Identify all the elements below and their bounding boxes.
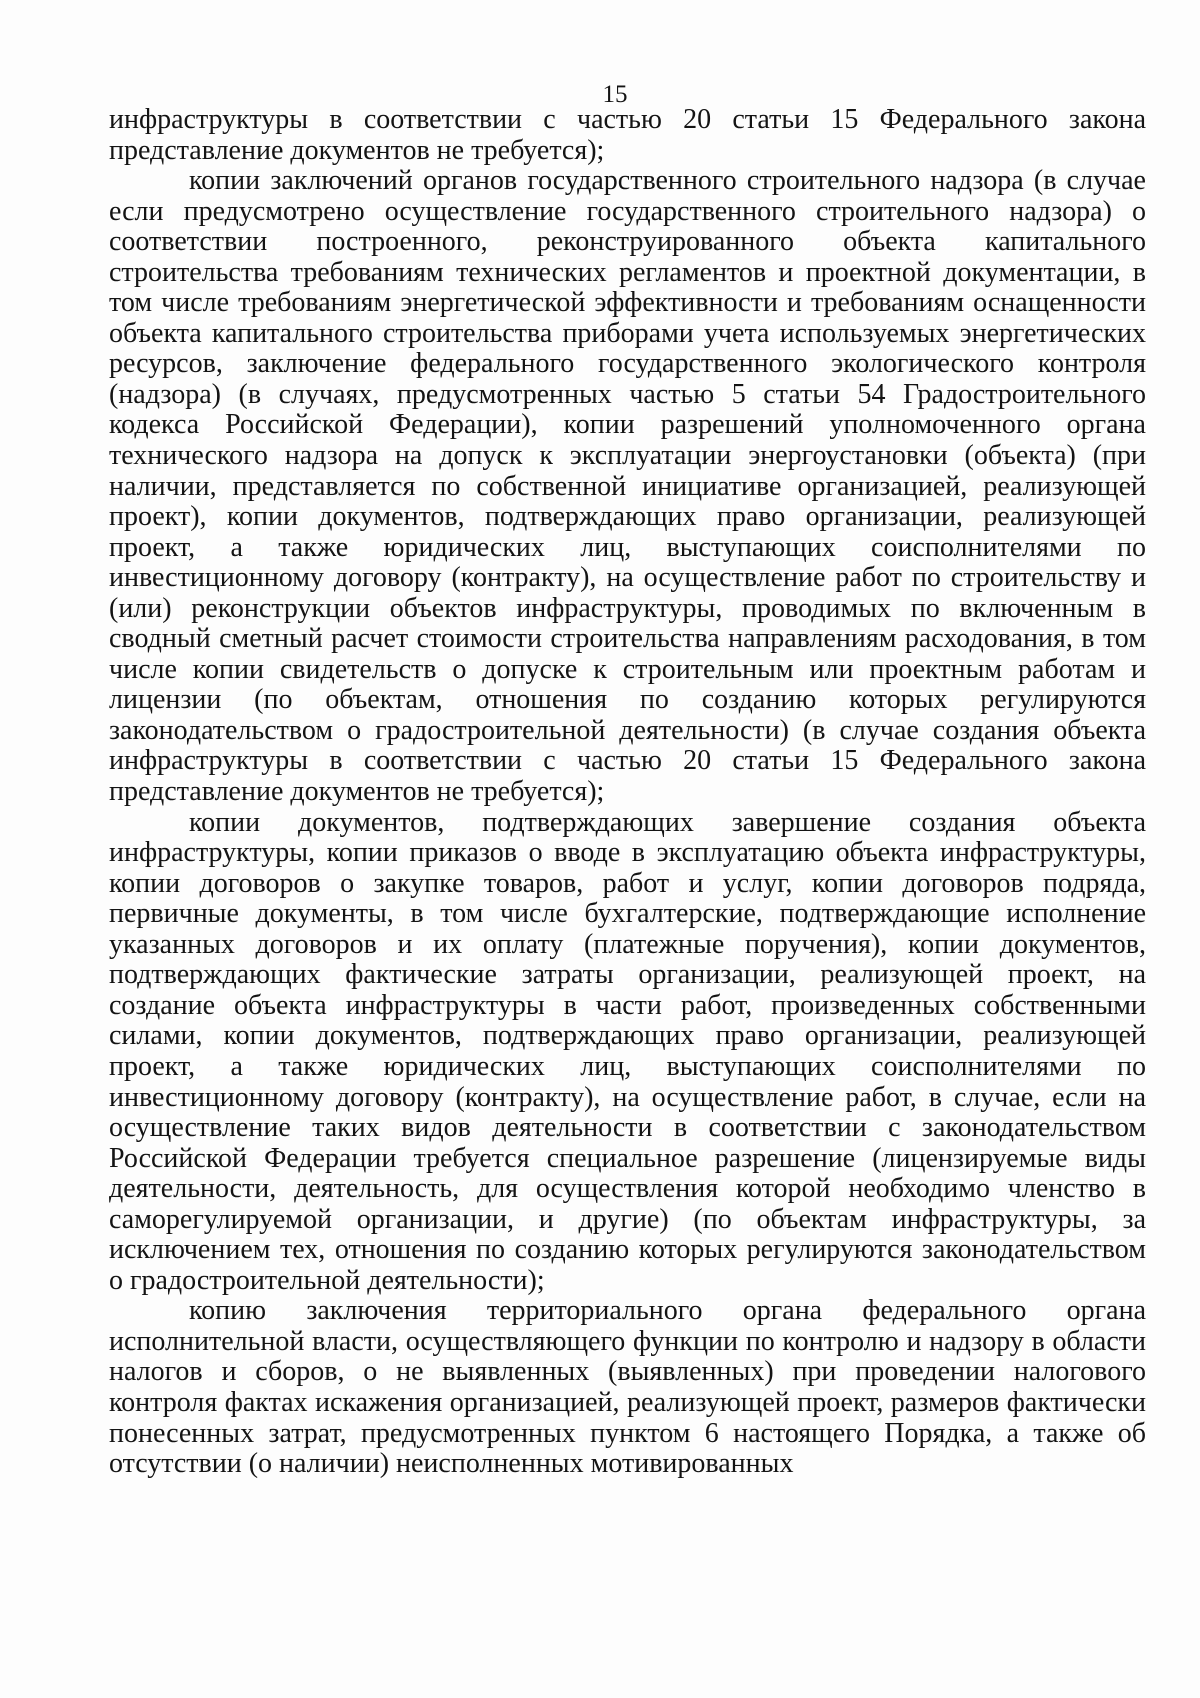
document-body (109, 105, 1146, 1480)
page-number: 15 (602, 81, 628, 108)
paragraph: копии документов, подтверждающих завершение создания объекта инфраструктуры, копии приказов о вводе в эксплуатацию объекта инфраструктуры, копии договоров о закупке товаров, работ и услуг, копии договоров подряда, первичные документы, в том числе бухгалтерские, подтверждающие исполнение указанных договоров и их оплату (платежные поручения), копии документов, подтверждающих фактические затраты организации, реализующей проект, на создание объекта инфраструктуры в части работ, произведенных собственными силами, копии документов, подтверждающих право организации, реализующей проект, а также юридических лиц, выступающих соисполнителями по инвестиционному договору (контракту), на осуществление работ, в случае, если на осуществление таких видов деятельности в соответствии с законодательством Российской Федерации требуется специальное разрешение (лицензируемые виды деятельности, деятельность, для осуществления которой необходимо членство в саморегулируемой организации, и другие) (по объектам инфраструктуры, за исключением тех, отношения по созданию которых регулируются законодательством о градостроительной деятельности); (109, 806, 1146, 1296)
paragraph: копии заключений органов государственного строительного надзора (в случае если предусмотрено осуществление государственного строительного надзора) о соответствии построенного, реконструированного объекта капитального строительства требованиям технических регламентов и проектной документации, в том числе требованиям энергетической эффективности и требованиям оснащенности объекта капитального строительства приборами учета используемых энергетических ресурсов, заключение федерального государственного экологического контроля (надзора) (в случаях, предусмотренных частью 5 статьи 54 Градостроительного кодекса Российской Федерации), копии разрешений уполномоченного органа технического надзора на допуск к эксплуатации энергоустановки (объекта) (при наличии, представляется по собственной инициативе организацией, реализующей проект), копии документов, подтверждающих право организации, реализующей проект, а также юридических лиц, выступающих соисполнителями по инвестиционному договору (контракту), на осуществление работ по строительству и (или) реконструкции объектов инфраструктуры, проводимых по включенным в сводный сметный расчет стоимости строительства направлениям расходования, в том числе копии свидетельств о допуске к строительным или проектным работам и лицензии (по объектам, отношения по созданию которых регулируются законодательством о градостроительной деятельности) (в случае создания объекта инфраструктуры в соответствии с частью 20 статьи 15 Федерального закона представление документов не требуется); (109, 165, 1146, 808)
paragraph: копию заключения территориального органа федерального органа исполнительной власти, осуществляющего функции по контролю и надзору в области налогов и сборов, о не выявленных (выявленных) при проведении налогового контроля фактах искажения организацией, реализующей проект, размеров фактически понесенных затрат, предусмотренных пунктом 6 настоящего Порядка, а также об отсутствии (о наличии) неисполненных мотивированных (109, 1295, 1146, 1480)
paragraph: инфраструктуры в соответствии с частью 20 статьи 15 Федерального закона представление документов не требуется); (109, 104, 1146, 166)
